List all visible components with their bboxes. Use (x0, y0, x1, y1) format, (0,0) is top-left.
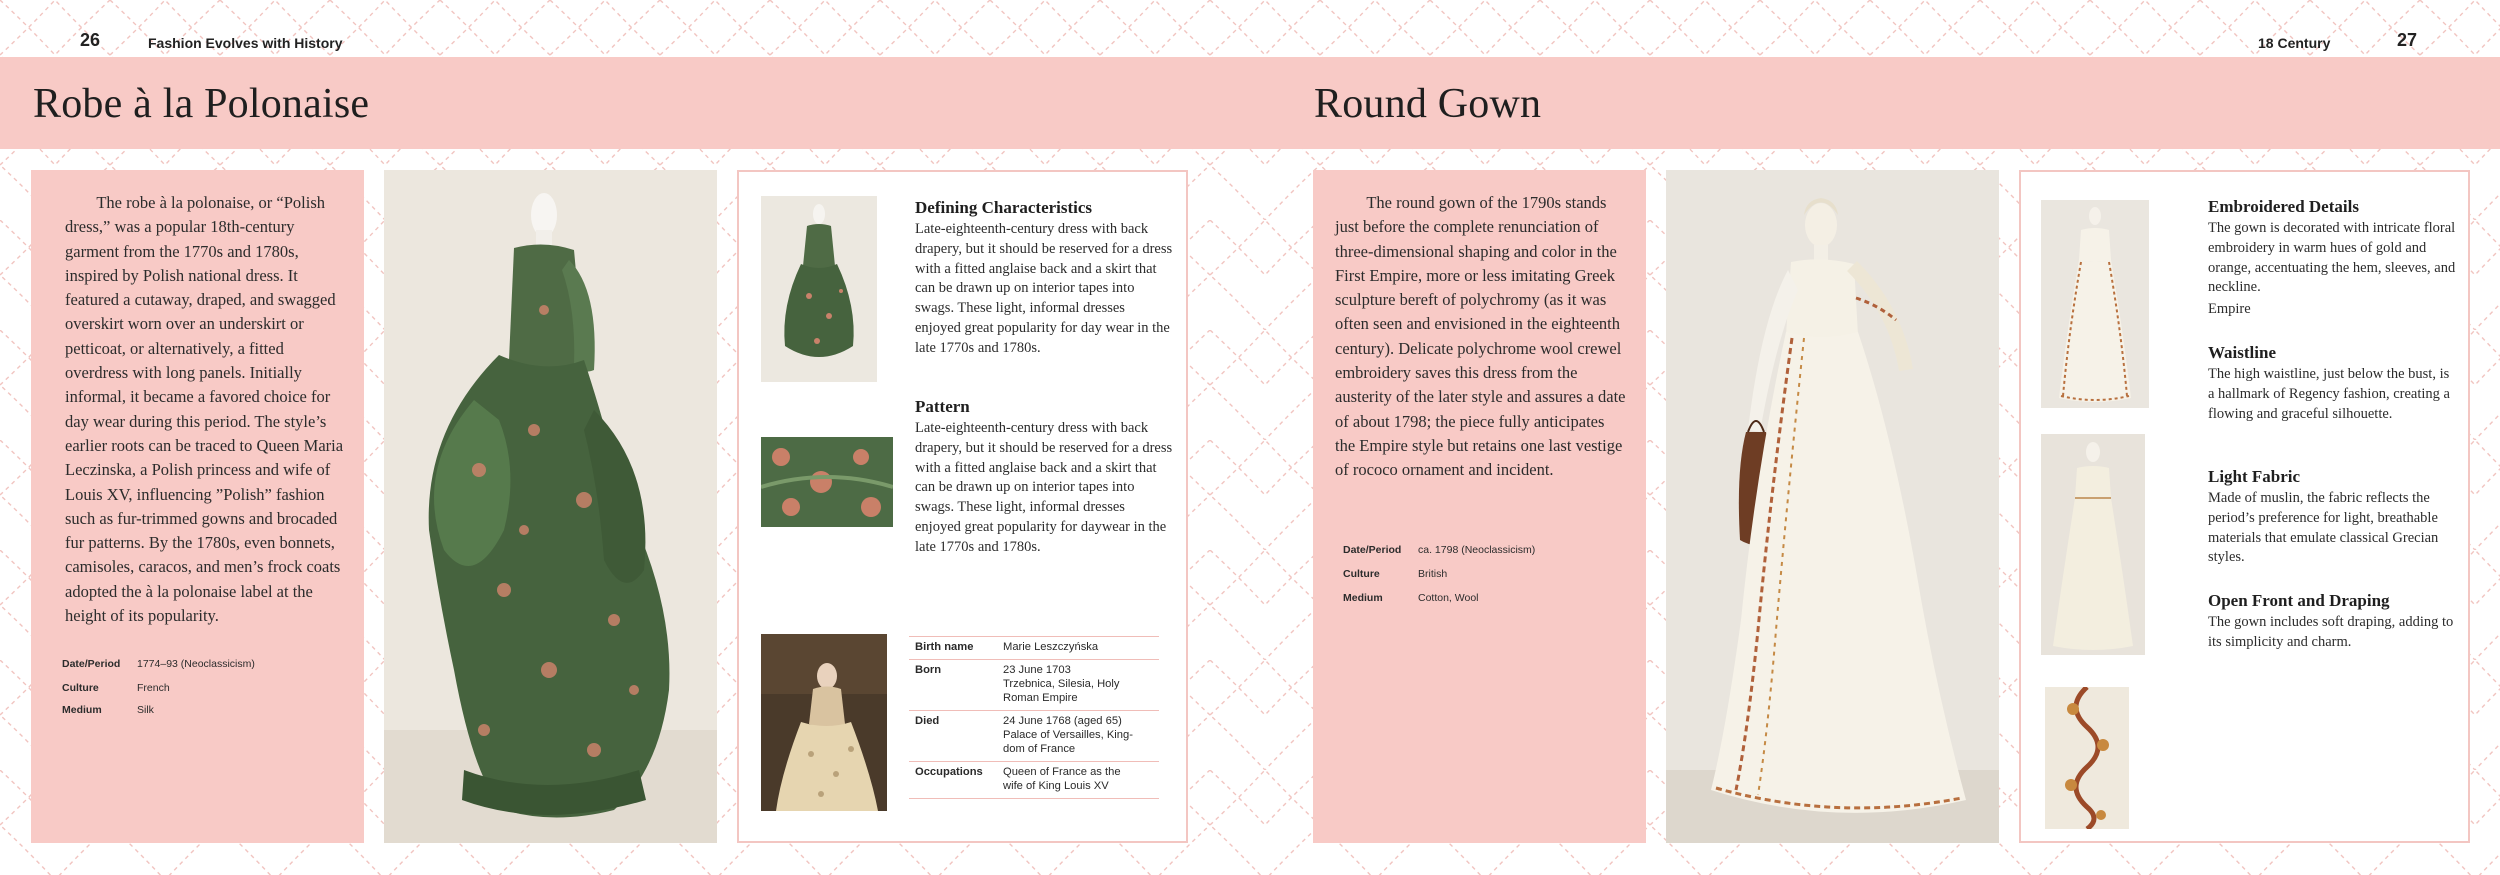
table-value: Marie Leszczyńska (997, 637, 1159, 660)
meta-value: Cotton, Wool (1418, 592, 1479, 604)
table-value: Queen of France as the wife of King Louis XV (997, 762, 1159, 799)
table-row (909, 711, 1159, 762)
left-intro-panel (31, 170, 364, 843)
left-intro-text: The robe à la polonaise, or “Polish dress,” was a popular 18th-century garment from the 1770s and 1780s, inspired by Polish national dress. It featured a cutaway, draped, and swagged overskirt worn over an underskirt or petticoat, or alternatively, a fitted overdress with long panels. Initially informal, it became a favored choice for day wear during this period. The style’s earlier roots can be traced to Queen Maria Leczinska, a Polish princess and wife of Louis XV, influencing ”Polish” fashion such as fur-trimmed gowns and brocaded fur patterns. By the 1780s, even bonnets, camisoles, caracos, and men’s frock coats adopted the à la polonaise label at the height of its popularity. (65, 193, 344, 626)
right-intro-panel (1313, 170, 1646, 843)
table-row (909, 660, 1159, 711)
meta-key: Medium (62, 704, 102, 716)
table-value: 24 June 1768 (aged 65) Palace of Versailles, King- dom of France (997, 711, 1159, 762)
section-body: The high waistline, just below the bust, is a hallmark of Regency fashion, creating a flowing and graceful silhouette. (2208, 366, 2450, 422)
title-band (0, 57, 2500, 149)
right-details-card (2019, 170, 2470, 843)
section-heading: Defining Characteristics (915, 198, 1093, 217)
left-section-2 (915, 396, 1173, 558)
table-value: 23 June 1703 Trzebnica, Silesia, Holy Roman Empire (997, 660, 1159, 711)
meta-value: 1774–93 (Neoclassicism) (137, 658, 255, 670)
right-metadata (1343, 544, 1633, 604)
table-key: Died (909, 711, 997, 762)
meta-value: Silk (137, 704, 154, 716)
gown-front-thumbnail (2041, 200, 2149, 408)
meta-key: Culture (62, 682, 99, 694)
dress-back-thumbnail (761, 196, 877, 382)
round-gown-photo (1666, 170, 1999, 843)
right-page-number: 27 (2397, 30, 2418, 50)
person-info-table (909, 636, 1159, 799)
left-running-head: Fashion Evolves with History (148, 35, 343, 51)
queen-portrait-thumbnail (761, 634, 887, 811)
gown-waistline-thumbnail (2041, 434, 2145, 655)
fabric-pattern-thumbnail (761, 437, 893, 527)
left-page-title: Robe à la Polonaise (33, 81, 370, 127)
right-intro-text: The round gown of the 1790s stands just before the complete renunciation of three-dimensional shaping and color in the First Empire, more or less imitating Greek sculpture bereft of polychromy (as it was often seen and envisioned in the eighteenth century). Delicate polychrome wool crewel embroidery saves this dress from the austerity of the later style and assures a date of about 1798; the piece fully anticipates the Empire style but retains one last vestige of rococo ornament and incident. (1335, 193, 1626, 480)
table-row (909, 762, 1159, 799)
section-heading: Open Front and Draping (2208, 591, 2390, 610)
left-metadata (62, 658, 352, 718)
left-section-1 (915, 197, 1173, 359)
right-section-1 (2208, 196, 2458, 320)
section-heading: Embroidered Details (2208, 197, 2359, 216)
section-body: Late-eighteenth-century dress with back drapery, but it should be reserved for a dress with a fitted anglaise back and a skirt that can be drawn up on interior tapes into swags. These light, informal dresses enjoyed great popularity for daywear in the late 1770s and 1780s. (915, 420, 1173, 555)
left-page-number: 26 (80, 30, 101, 50)
meta-value: ca. 1798 (Neoclassicism) (1418, 544, 1536, 556)
right-running-head: 18 Century (2258, 35, 2331, 51)
left-details-card (737, 170, 1188, 843)
meta-value: British (1418, 568, 1448, 580)
polonaise-dress-photo (384, 170, 717, 843)
right-section-4 (2208, 590, 2458, 653)
section-heading: Pattern (915, 397, 970, 416)
section-body: Made of muslin, the fabric reflects the period’s preference for light, breathable materials that emulate classical Grecian styles. (2208, 490, 2439, 566)
embroidery-detail-thumbnail (2045, 687, 2129, 829)
table-key: Born (909, 660, 997, 711)
right-section-3 (2208, 466, 2458, 568)
section-heading: Waistline (2208, 343, 2277, 362)
meta-key: Date/Period (1343, 544, 1402, 556)
meta-key: Date/Period (62, 658, 121, 670)
meta-value: French (137, 682, 170, 694)
section-heading: Light Fabric (2208, 467, 2301, 486)
section-extra: Empire (2208, 301, 2251, 318)
meta-key: Culture (1343, 568, 1380, 580)
right-page-title: Round Gown (1314, 81, 1542, 127)
section-body: The gown is decorated with intricate floral embroidery in warm hues of gold and orange, accentuating the hem, sleeves, and neckline. (2208, 220, 2456, 296)
section-body: Late-eighteenth-century dress with back drapery, but it should be reserved for a dress with a fitted anglaise back and a skirt that can be drawn up on interior tapes into swags. These light, informal dresses enjoyed great popularity for day wear in the late 1770s and 1780s. (915, 221, 1173, 356)
meta-key: Medium (1343, 592, 1383, 604)
right-section-2 (2208, 342, 2458, 424)
table-row (909, 637, 1159, 660)
table-key: Birth name (909, 637, 997, 660)
table-key: Occupations (909, 762, 997, 799)
section-body: The gown includes soft draping, adding to its simplicity and charm. (2208, 614, 2454, 650)
